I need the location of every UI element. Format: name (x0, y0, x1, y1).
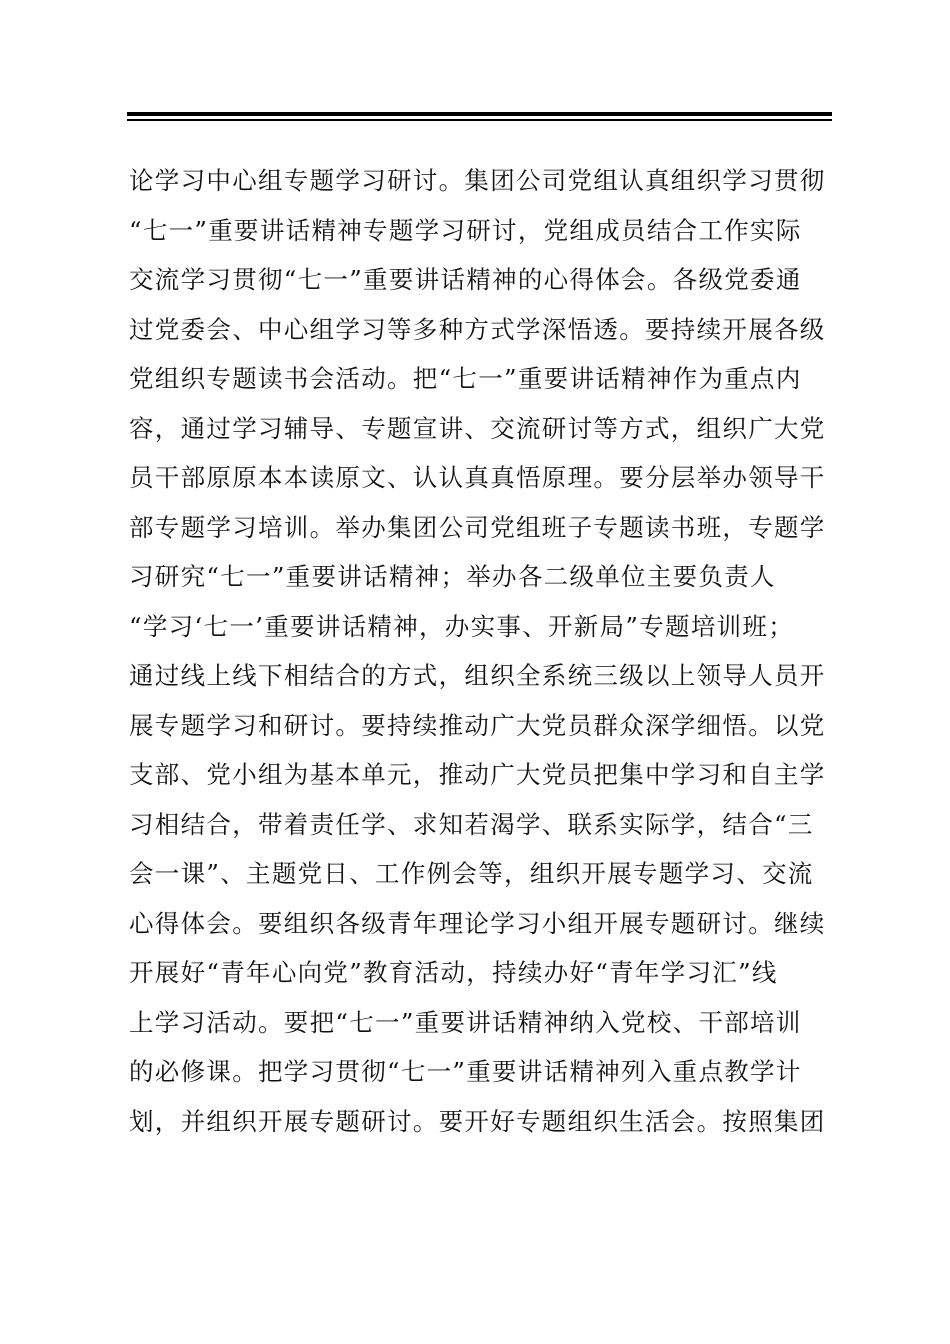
paragraph-line: “学习‘七一’重要讲话精神，办实事、开新局”专题培训班； (129, 611, 795, 641)
paragraph-line: 过党委会、中心组学习等多种方式学深悟透。要持续开展各级 (129, 314, 826, 344)
paragraph-line: 部专题学习培训。举办集团公司党组班子专题读书班，专题学 (129, 512, 826, 542)
paragraph-line: 心得体会。要组织各级青年理论学习小组开展专题研讨。继续 (129, 908, 826, 938)
paragraph-line: 支部、党小组为基本单元，推动广大党员把集中学习和自主学 (129, 760, 826, 789)
paragraph-line: “七一”重要讲话精神专题学习研讨，党组成员结合工作实际 (129, 215, 802, 245)
paragraph-line: 划，并组织开展专题研讨。要开好专题组织生活会。按照集团 (129, 1106, 826, 1136)
paragraph-line: 党组织专题读书会活动。把“七一”重要讲话精神作为重点内 (129, 364, 802, 393)
paragraph-line: 容，通过学习辅导、专题宣讲、交流研讨等方式，组织广大党 (129, 413, 826, 443)
paragraph-line: 交流学习贯彻“七一”重要讲话精神的心得体会。各级党委通 (129, 265, 802, 294)
paragraph-line: 开展好“青年心向党”教育活动，持续办好“青年学习汇”线 (129, 958, 778, 987)
paragraph-line: 员干部原原本本读原文、认认真真悟原理。要分层举办领导干 (129, 463, 826, 492)
paragraph-line: 的必修课。把学习贯彻“七一”重要讲话精神列入重点教学计 (129, 1057, 802, 1086)
paragraph-line: 会一课”、主题党日、工作例会等，组织开展专题学习、交流 (129, 859, 814, 888)
document-body (129, 156, 849, 1146)
paragraph-line: 展专题学习和研讨。要持续推动广大党员群众深学细悟。以党 (129, 710, 826, 740)
paragraph-line: 上学习活动。要把“七一”重要讲话精神纳入党校、干部培训 (129, 1007, 802, 1037)
paragraph-line: 通过线上线下相结合的方式，组织全系统三级以上领导人员开 (129, 661, 826, 690)
header-rule-thick (127, 112, 832, 116)
paragraph-line: 习相结合，带着责任学、求知若渴学、联系实际学，结合“三 (129, 809, 814, 839)
header-rule-thin (127, 119, 832, 121)
paragraph-line: 习研究“七一”重要讲话精神；举办各二级单位主要负责人 (129, 562, 776, 591)
paragraph-line: 论学习中心组专题学习研讨。集团公司党组认真组织学习贯彻 (129, 166, 826, 195)
